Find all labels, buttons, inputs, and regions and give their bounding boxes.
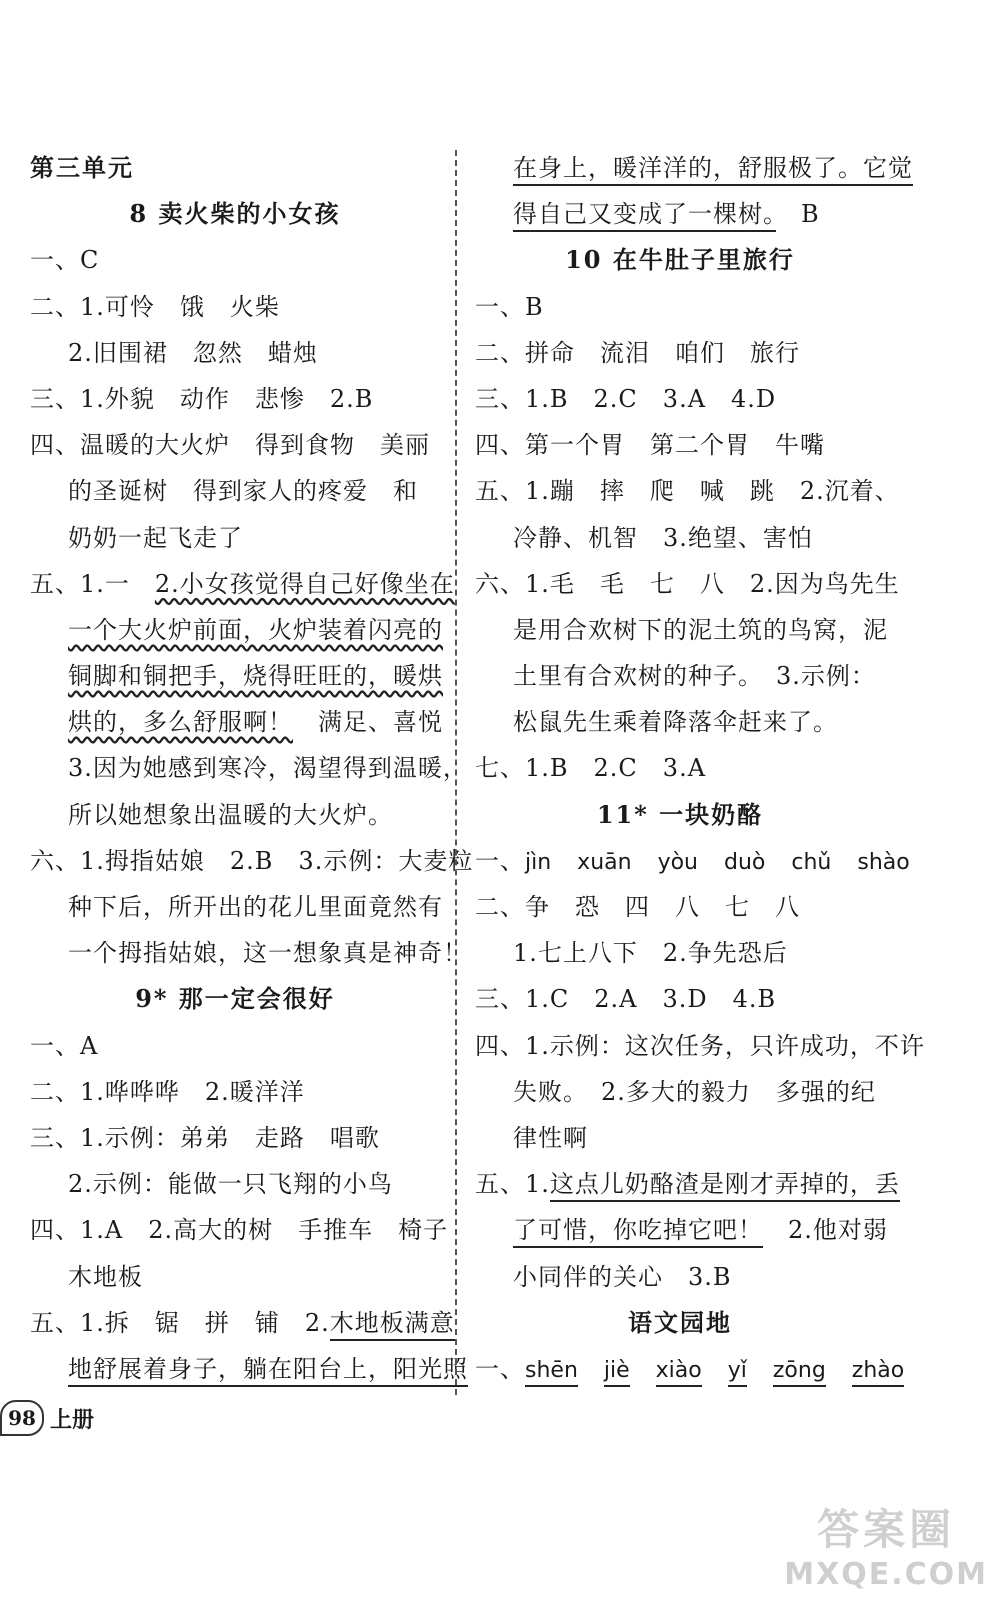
question-number: 一、 [475,846,525,875]
answer-line: 一、B [475,292,544,321]
answer-text: 五、1. [475,1170,550,1199]
pinyin-item: xuān [577,849,632,875]
underlined-answer: 木地板满意 [330,1309,455,1341]
answer-line: 1.七上八下 2.争先恐后 [513,939,788,968]
answer-line: 二、争 恐 四 八 七 八 [475,893,800,921]
answer-text: 五、1.一 [30,569,155,598]
unit-title: 第三单元 [30,153,134,182]
pinyin-answer-line [475,838,910,884]
pinyin-item: shēn [525,1358,578,1387]
right-column [475,145,925,1392]
answer-line: 失败。 2.多大的毅力 多强的纪 [513,1077,876,1106]
answer-line: 冷静、机智 3.绝望、害怕 [513,523,813,552]
pinyin-item: duò [724,849,766,875]
volume-label: 上册 [50,1406,95,1433]
left-column [30,145,474,1392]
watermark-cn: 答案圈 [817,1505,956,1554]
answer-line: 2.示例：能做一只飞翔的小鸟 [68,1170,393,1199]
answer-line: 三、1.C 2.A 3.D 4.B [475,985,777,1014]
pinyin-answer-line [475,1346,905,1392]
answer-line: 是用合欢树下的泥土筑的鸟窝，泥 [513,615,888,644]
pinyin-item: xiào [656,1358,702,1387]
answer-line [30,1346,468,1392]
underlined-answer: 2.小女孩觉得自己好像坐在 [154,569,455,598]
underlined-answer: 一个大火炉前面，火炉装着闪亮的 [68,615,443,644]
answer-line: 的圣诞树 得到家人的疼爱 和 [68,477,418,506]
answer-line: 七、1.B 2.C 3.A [475,754,707,783]
answer-text: 五、1.拆 锯 拼 铺 2. [30,1308,330,1337]
underlined-answer: 得自己又变成了一棵树。 [513,200,776,232]
answer-line [30,1300,455,1346]
pinyin-item: zōng [773,1358,826,1387]
answer-line: 二、1.可怜 饿 火柴 [30,292,280,321]
pinyin-item: jìn [525,849,552,875]
answer-line: 六、1.毛 毛 七 八 2.因为鸟先生 [475,569,900,598]
answer-line: 一、A [30,1031,99,1060]
section-heading: 语文园地 [628,1307,732,1337]
pinyin-item: jiè [604,1358,630,1387]
answer-line [475,1207,888,1253]
answer-line: 一个拇指姑娘，这一想象真是神奇！ [68,939,468,968]
answer-line [475,1161,900,1207]
pinyin-item: zhào [852,1358,904,1387]
answer-line: 所以她想象出温暖的大火炉。 [68,800,393,829]
answer-line: 四、1.示例：这次任务，只许成功，不许 [475,1031,925,1060]
pinyin-item: shào [857,849,910,875]
underlined-answer: 烘的，多么舒服啊！ [68,708,293,737]
answer-line: 三、1.示例：弟弟 走路 唱歌 [30,1123,380,1152]
answer-text: 满足、喜悦 [293,708,443,737]
answer-line: 木地板 [68,1262,143,1291]
answer-line: 五、1.蹦 摔 爬 喊 跳 2.沉着、 [475,477,900,506]
answer-line: 种下后，所开出的花儿里面竟然有 [68,893,443,921]
answer-line [30,607,443,653]
answer-line [30,653,443,699]
underlined-answer: 这点儿奶酪渣是刚才弄掉的，丢 [550,1170,900,1202]
answer-line: 二、拼命 流泪 咱们 旅行 [475,338,800,367]
section-heading: 10 在牛肚子里旅行 [565,245,795,275]
answer-line: 四、温暖的大火炉 得到食物 美丽 [30,431,430,460]
underlined-answer: 在身上，暖洋洋的，舒服极了。它觉 [513,154,913,186]
answer-line: 松鼠先生乘着降落伞赶来了。 [513,708,838,737]
answer-line: 律性啊 [513,1123,588,1152]
answer-line: 一、C [30,246,100,275]
answer-line [475,145,913,191]
answer-line: 3.因为她感到寒冷，渴望得到温暖， [68,754,468,783]
answer-line [475,191,885,237]
answer-line [30,699,443,745]
answer-line: 三、1.外貌 动作 悲惨 2.B [30,384,374,413]
pinyin-item: chǔ [791,849,832,875]
column-divider [455,150,457,1395]
page-footer [0,1400,94,1436]
answer-text: B [776,200,820,229]
section-heading: 8 卖火柴的小女孩 [129,199,341,229]
underlined-answer: 了可惜，你吃掉它吧！ [513,1216,763,1248]
answer-line: 小同伴的关心 3.B [513,1262,732,1291]
underlined-answer: 地舒展着身子，躺在阳台上，阳光照 [68,1355,468,1387]
pinyin-item: yòu [657,849,698,875]
section-heading: 9* 那一定会很好 [135,984,335,1014]
answer-text: 2.他对弱 [763,1216,888,1245]
answer-line: 六、1.拇指姑娘 2.B 3.示例：大麦粒 [30,846,474,875]
answer-line [30,561,455,607]
answer-line: 三、1.B 2.C 3.A 4.D [475,384,777,413]
underlined-answer: 铜脚和铜把手，烧得旺旺的，暖烘 [68,662,443,691]
watermark [784,1497,988,1592]
answer-line: 奶奶一起飞走了 [68,523,243,552]
answer-line: 二、1.哗哗哗 2.暖洋洋 [30,1077,305,1106]
answer-line: 2.旧围裙 忽然 蜡烛 [68,338,318,367]
answer-line: 四、1.A 2.高大的树 手推车 椅子 [30,1216,449,1245]
pinyin-item: yǐ [728,1358,747,1387]
section-heading: 11* 一块奶酪 [596,799,764,829]
page-number: 98 [0,1400,44,1436]
watermark-en: MXQE.COM [784,1557,988,1592]
answer-line: 土里有合欢树的种子。 3.示例： [513,662,876,691]
question-number: 一、 [475,1354,525,1383]
answer-line: 四、第一个胃 第二个胃 牛嘴 [475,431,825,460]
